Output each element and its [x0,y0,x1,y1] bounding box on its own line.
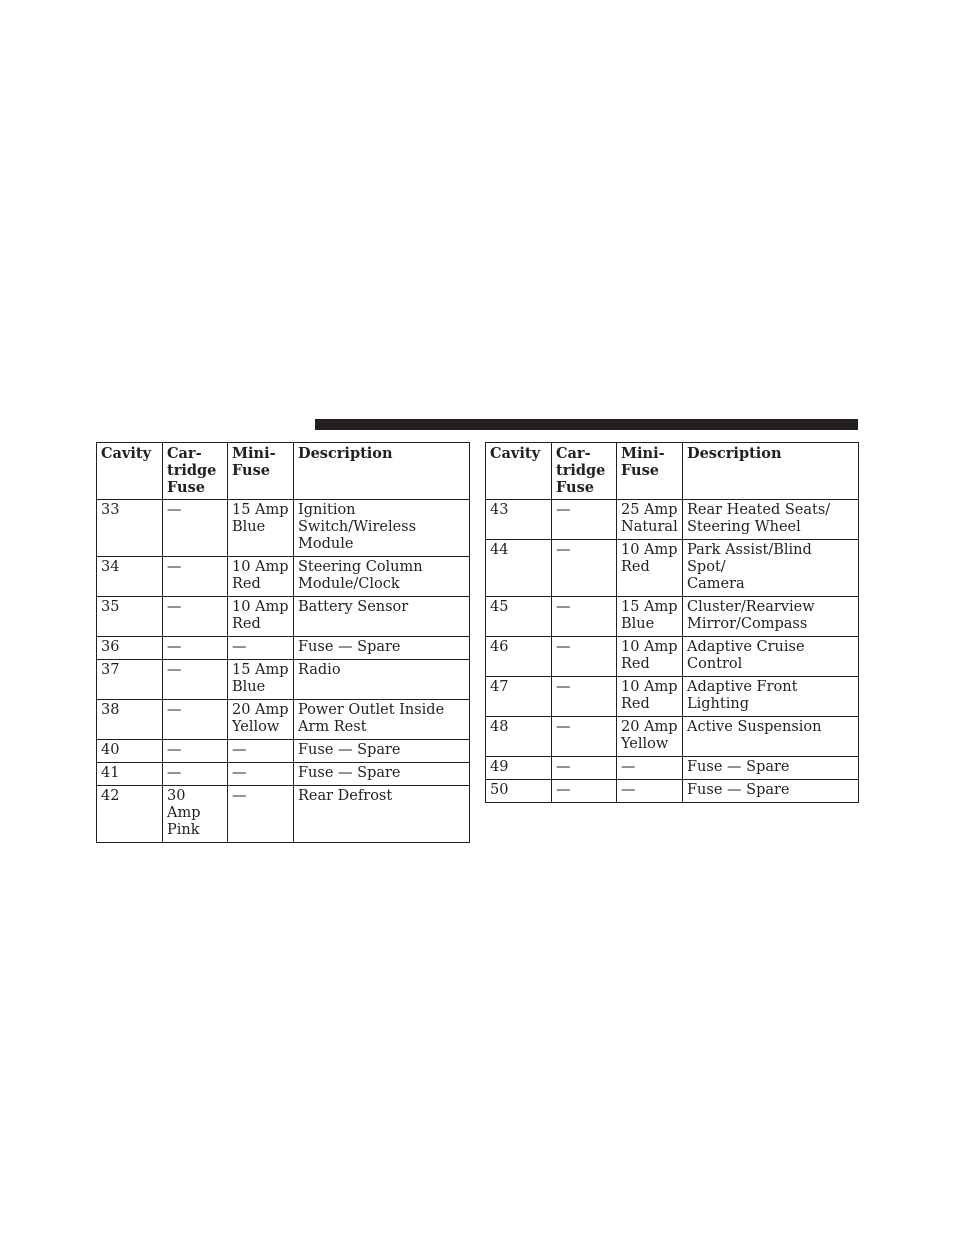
cell-line: Module/Clock [298,576,400,592]
cell-line: Blue [232,679,266,695]
cell-line: Natural [621,519,678,535]
header-cartridge-fuse: Car- tridge Fuse [552,443,617,500]
cell-line: Active Suspension [687,719,822,735]
cell-text: — [556,599,571,615]
cell-text: 45 [490,599,509,615]
cell-text: 33 [101,502,120,518]
cell-mini [617,637,683,677]
cell-mini [228,740,294,763]
cell-mini [617,597,683,637]
cell-cavity [97,660,163,700]
cell-line: 10 Amp [621,639,678,655]
table-row [486,540,859,597]
cell-line: 15 Amp [621,599,678,615]
cell-line: Blue [621,616,655,632]
cell-text: — [556,719,571,735]
cell-line: Yellow [232,719,280,735]
cell-line: Module [298,536,354,552]
cell-line: Fuse — Spare [298,765,401,781]
cell-line: 30 Amp [167,788,201,821]
cell-description [683,717,859,757]
cell-cartridge [552,717,617,757]
cell-text: — [167,639,182,655]
table-row [97,500,470,557]
cell-line: Cluster/Rearview [687,599,815,615]
cell-line: Yellow [621,736,669,752]
cell-line: Red [232,576,261,592]
cell-cartridge [163,660,228,700]
cell-description [683,597,859,637]
cell-text: 37 [101,662,120,678]
cell-text: — [167,662,182,678]
cell-description [294,597,470,637]
cell-line: Red [621,696,650,712]
fuse-table-right-body [486,500,859,803]
cell-line: Blue [232,519,266,535]
cell-line: Arm Rest [298,719,367,735]
cell-line: Pink [167,822,200,838]
cell-line: Ignition Switch/Wireless [298,502,417,535]
cell-description [294,700,470,740]
cell-line: Rear Defrost [298,788,393,804]
table-row [486,780,859,803]
cell-text: 50 [490,782,509,798]
cell-cartridge [163,500,228,557]
header-description: Description [294,443,470,500]
cell-text: — [167,765,182,781]
cell-line: 10 Amp [232,559,289,575]
cell-cartridge [552,540,617,597]
cell-cartridge [163,786,228,843]
cell-mini [617,717,683,757]
header-mini-fuse: Mini- Fuse [617,443,683,500]
cell-line: 15 Amp [232,662,289,678]
table-row [486,677,859,717]
cell-text: — [556,639,571,655]
cell-cavity [97,700,163,740]
fuse-table-left-body [97,500,470,843]
cell-cartridge [552,500,617,540]
cell-cavity [97,500,163,557]
cell-cavity [97,597,163,637]
cell-text: 34 [101,559,120,575]
cell-line: — [232,742,247,758]
cell-text: 48 [490,719,509,735]
cell-text: — [167,599,182,615]
header-cavity: Cavity [486,443,552,500]
cell-text: — [556,542,571,558]
cell-text: — [556,679,571,695]
cell-text: 36 [101,639,120,655]
cell-text: 44 [490,542,509,558]
cell-mini [228,660,294,700]
cell-cavity [486,500,552,540]
cell-line: Radio [298,662,341,678]
fuse-table-left [96,442,470,843]
cell-text: — [556,782,571,798]
cell-line: Adaptive Front Lighting [687,679,798,712]
cell-line: — [232,765,247,781]
cell-cavity [486,540,552,597]
table-row [97,660,470,700]
cell-mini [617,757,683,780]
cell-mini [617,500,683,540]
section-header-bar [315,419,858,430]
cell-text: — [556,502,571,518]
cell-mini [228,500,294,557]
cell-line: Red [621,656,650,672]
cell-cavity [97,763,163,786]
table-header-row [97,443,470,500]
cell-line: Adaptive Cruise Control [687,639,805,672]
header-cartridge-fuse: Car- tridge Fuse [163,443,228,500]
cell-cartridge [163,700,228,740]
cell-cartridge [552,677,617,717]
cell-line: — [232,788,247,804]
cell-mini [617,780,683,803]
cell-mini [228,637,294,660]
cell-cartridge [552,757,617,780]
cell-cavity [97,637,163,660]
table-row [97,740,470,763]
cell-description [683,780,859,803]
cell-cavity [486,637,552,677]
cell-line: 25 Amp [621,502,678,518]
table-row [486,637,859,677]
cell-line: Fuse — Spare [687,759,790,775]
cell-description [294,786,470,843]
cell-line: 10 Amp [232,599,289,615]
cell-line: Steering Wheel [687,519,801,535]
cell-line: — [621,759,636,775]
cell-line: 20 Amp [621,719,678,735]
cell-line: Steering Column [298,559,423,575]
header-description: Description [683,443,859,500]
cell-description [294,557,470,597]
cell-line: 15 Amp [232,502,289,518]
cell-cartridge [163,597,228,637]
table-row [97,700,470,740]
cell-text: 35 [101,599,120,615]
cell-cartridge [163,637,228,660]
cell-description [294,500,470,557]
cell-cavity [97,740,163,763]
table-row [97,637,470,660]
table-row [97,597,470,637]
table-row [486,500,859,540]
cell-text: 40 [101,742,120,758]
cell-description [683,677,859,717]
cell-mini [228,763,294,786]
cell-text: — [167,702,182,718]
cell-description [294,637,470,660]
table-row [486,757,859,780]
cell-cartridge [552,780,617,803]
cell-line: 10 Amp [621,542,678,558]
cell-line: Mirror/Compass [687,616,808,632]
cell-description [683,637,859,677]
cell-cartridge [552,637,617,677]
cell-cartridge [163,763,228,786]
cell-cavity [97,786,163,843]
cell-text: — [556,759,571,775]
cell-line: 10 Amp [621,679,678,695]
cell-cartridge [163,740,228,763]
header-mini-fuse: Mini- Fuse [228,443,294,500]
cell-cavity [486,757,552,780]
cell-text: — [167,559,182,575]
cell-cavity [486,677,552,717]
cell-text: 43 [490,502,509,518]
cell-line: Fuse — Spare [298,742,401,758]
cell-line: Power Outlet Inside [298,702,445,718]
cell-description [294,740,470,763]
cell-text: — [167,742,182,758]
cell-mini [228,557,294,597]
table-header-row [486,443,859,500]
cell-cavity [486,717,552,757]
cell-line: Fuse — Spare [687,782,790,798]
cell-line: Battery Sensor [298,599,409,615]
cell-text: 42 [101,788,120,804]
cell-text: — [167,502,182,518]
cell-line: 20 Amp [232,702,289,718]
cell-text: 46 [490,639,509,655]
cell-text: 47 [490,679,509,695]
cell-text: 38 [101,702,120,718]
cell-line: — [232,639,247,655]
cell-text: 49 [490,759,509,775]
table-row [97,557,470,597]
cell-description [683,540,859,597]
cell-line: Red [232,616,261,632]
cell-cavity [486,597,552,637]
table-row [486,597,859,637]
cell-mini [617,540,683,597]
cell-cartridge [552,597,617,637]
cell-description [683,500,859,540]
cell-mini [228,597,294,637]
cell-mini [228,700,294,740]
cell-line: Camera [687,576,745,592]
cell-cavity [97,557,163,597]
cell-description [294,763,470,786]
cell-line: Fuse — Spare [298,639,401,655]
table-row [486,717,859,757]
fuse-table-right [485,442,859,803]
table-row [97,786,470,843]
cell-line: Park Assist/Blind Spot/ [687,542,812,575]
cell-description [294,660,470,700]
cell-mini [228,786,294,843]
cell-cavity [486,780,552,803]
cell-line: — [621,782,636,798]
cell-mini [617,677,683,717]
cell-line: Rear Heated Seats/ [687,502,831,518]
cell-text: 41 [101,765,120,781]
cell-cartridge [163,557,228,597]
table-row [97,763,470,786]
header-cavity: Cavity [97,443,163,500]
cell-line: Red [621,559,650,575]
cell-description [683,757,859,780]
